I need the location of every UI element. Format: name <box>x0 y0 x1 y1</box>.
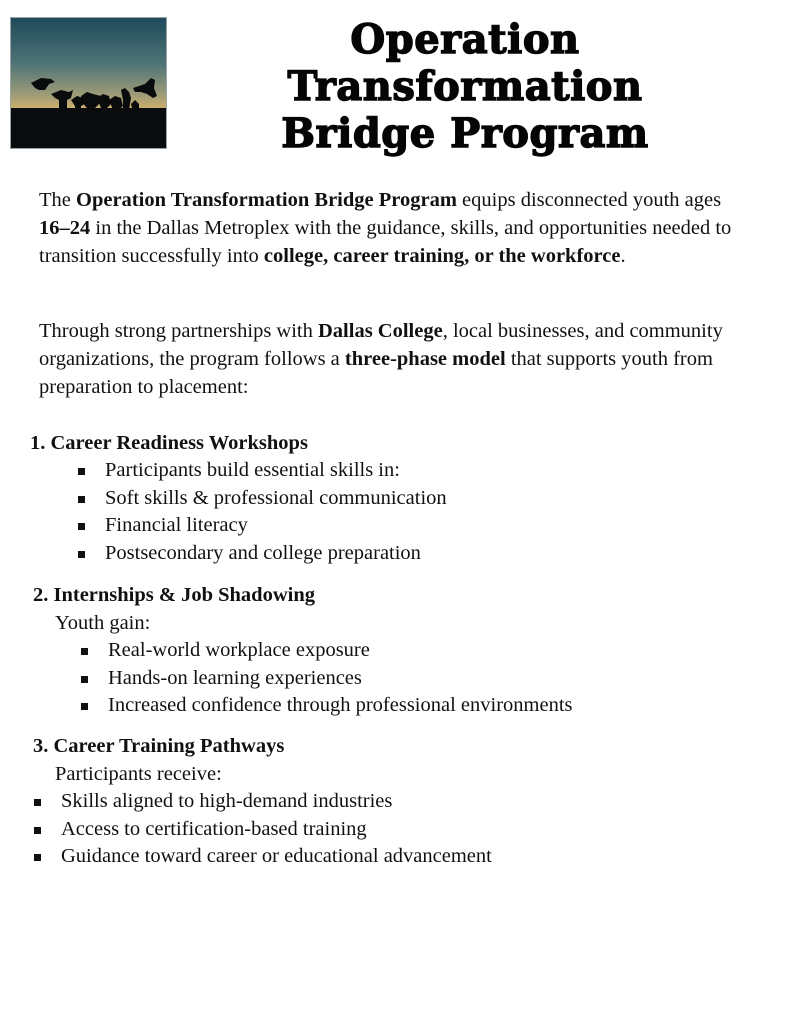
list-item <box>61 788 492 816</box>
square-bullet-icon <box>81 703 88 710</box>
square-bullet-icon <box>78 551 85 558</box>
phase-3-intro: Participants receive: <box>55 763 222 785</box>
list-item-text: Hands-on learning experiences <box>108 666 362 689</box>
list-item <box>108 637 573 665</box>
square-bullet-icon <box>78 523 85 530</box>
list-item <box>105 512 447 540</box>
list-item <box>108 665 573 693</box>
intro-text: equips disconnected youth ages <box>456 189 722 211</box>
list-item-text: Real-world workplace exposure <box>108 639 370 661</box>
title-line-2: Bridge Program <box>281 110 649 157</box>
intro-text: Through strong partnerships with <box>39 320 318 342</box>
list-item-text: Increased confidence through professional environments <box>108 694 573 717</box>
header-photo <box>11 18 166 148</box>
square-bullet-icon <box>81 648 88 655</box>
list-item-text: Postsecondary and college preparation <box>105 542 421 565</box>
list-item-text: Participants build essential skills in: <box>105 459 400 481</box>
phase-1-list <box>105 457 447 568</box>
title-line-1: Operation Transformation <box>287 16 643 110</box>
sunset-silhouette-image <box>11 18 166 148</box>
list-item-text: Soft skills & professional communication <box>105 486 447 509</box>
list-item <box>105 540 447 568</box>
square-bullet-icon <box>78 496 85 503</box>
intro-text: . <box>620 245 626 267</box>
intro-text: that supports youth from preparation to placement: <box>39 348 713 398</box>
intro-text: , local businesses, and community organizations, the program follows a <box>39 320 723 370</box>
list-item <box>105 457 447 485</box>
list-item <box>105 485 447 513</box>
phase-2-list <box>108 637 573 720</box>
list-item <box>108 692 573 720</box>
model-emphasis: three-phase model <box>344 348 506 370</box>
square-bullet-icon <box>34 854 41 861</box>
square-bullet-icon <box>34 827 41 834</box>
list-item-text: Skills aligned to high-demand industries <box>61 790 393 812</box>
intro-paragraph-2 <box>39 317 739 401</box>
list-item-text: Guidance toward career or educational advancement <box>61 845 492 868</box>
age-range-emphasis: 16–24 <box>39 217 91 239</box>
phase-2-intro: Youth gain: <box>55 612 151 634</box>
page-title <box>170 16 760 157</box>
list-item <box>61 843 492 871</box>
program-name-emphasis: Operation Transformation Bridge Program <box>76 189 457 211</box>
intro-paragraph-1 <box>39 186 739 270</box>
list-item <box>61 816 492 844</box>
phase-3-heading: 3. Career Training Pathways <box>33 735 285 757</box>
list-item-text: Financial literacy <box>105 514 248 537</box>
list-item-text: Access to certification-based training <box>61 817 367 840</box>
square-bullet-icon <box>81 676 88 683</box>
intro-text: The <box>39 189 76 211</box>
phase-3-list <box>61 788 492 871</box>
outcomes-emphasis: college, career training, or the workforce <box>263 245 621 267</box>
phase-1-heading: 1. Career Readiness Workshops <box>30 432 308 454</box>
partner-emphasis: Dallas College <box>318 320 443 342</box>
square-bullet-icon <box>78 468 85 475</box>
intro-text: in the Dallas Metroplex with the guidance, skills, and opportunities needed to transition successfully into <box>39 217 732 267</box>
phase-2-heading: 2. Internships & Job Shadowing <box>33 584 315 606</box>
square-bullet-icon <box>34 799 41 806</box>
